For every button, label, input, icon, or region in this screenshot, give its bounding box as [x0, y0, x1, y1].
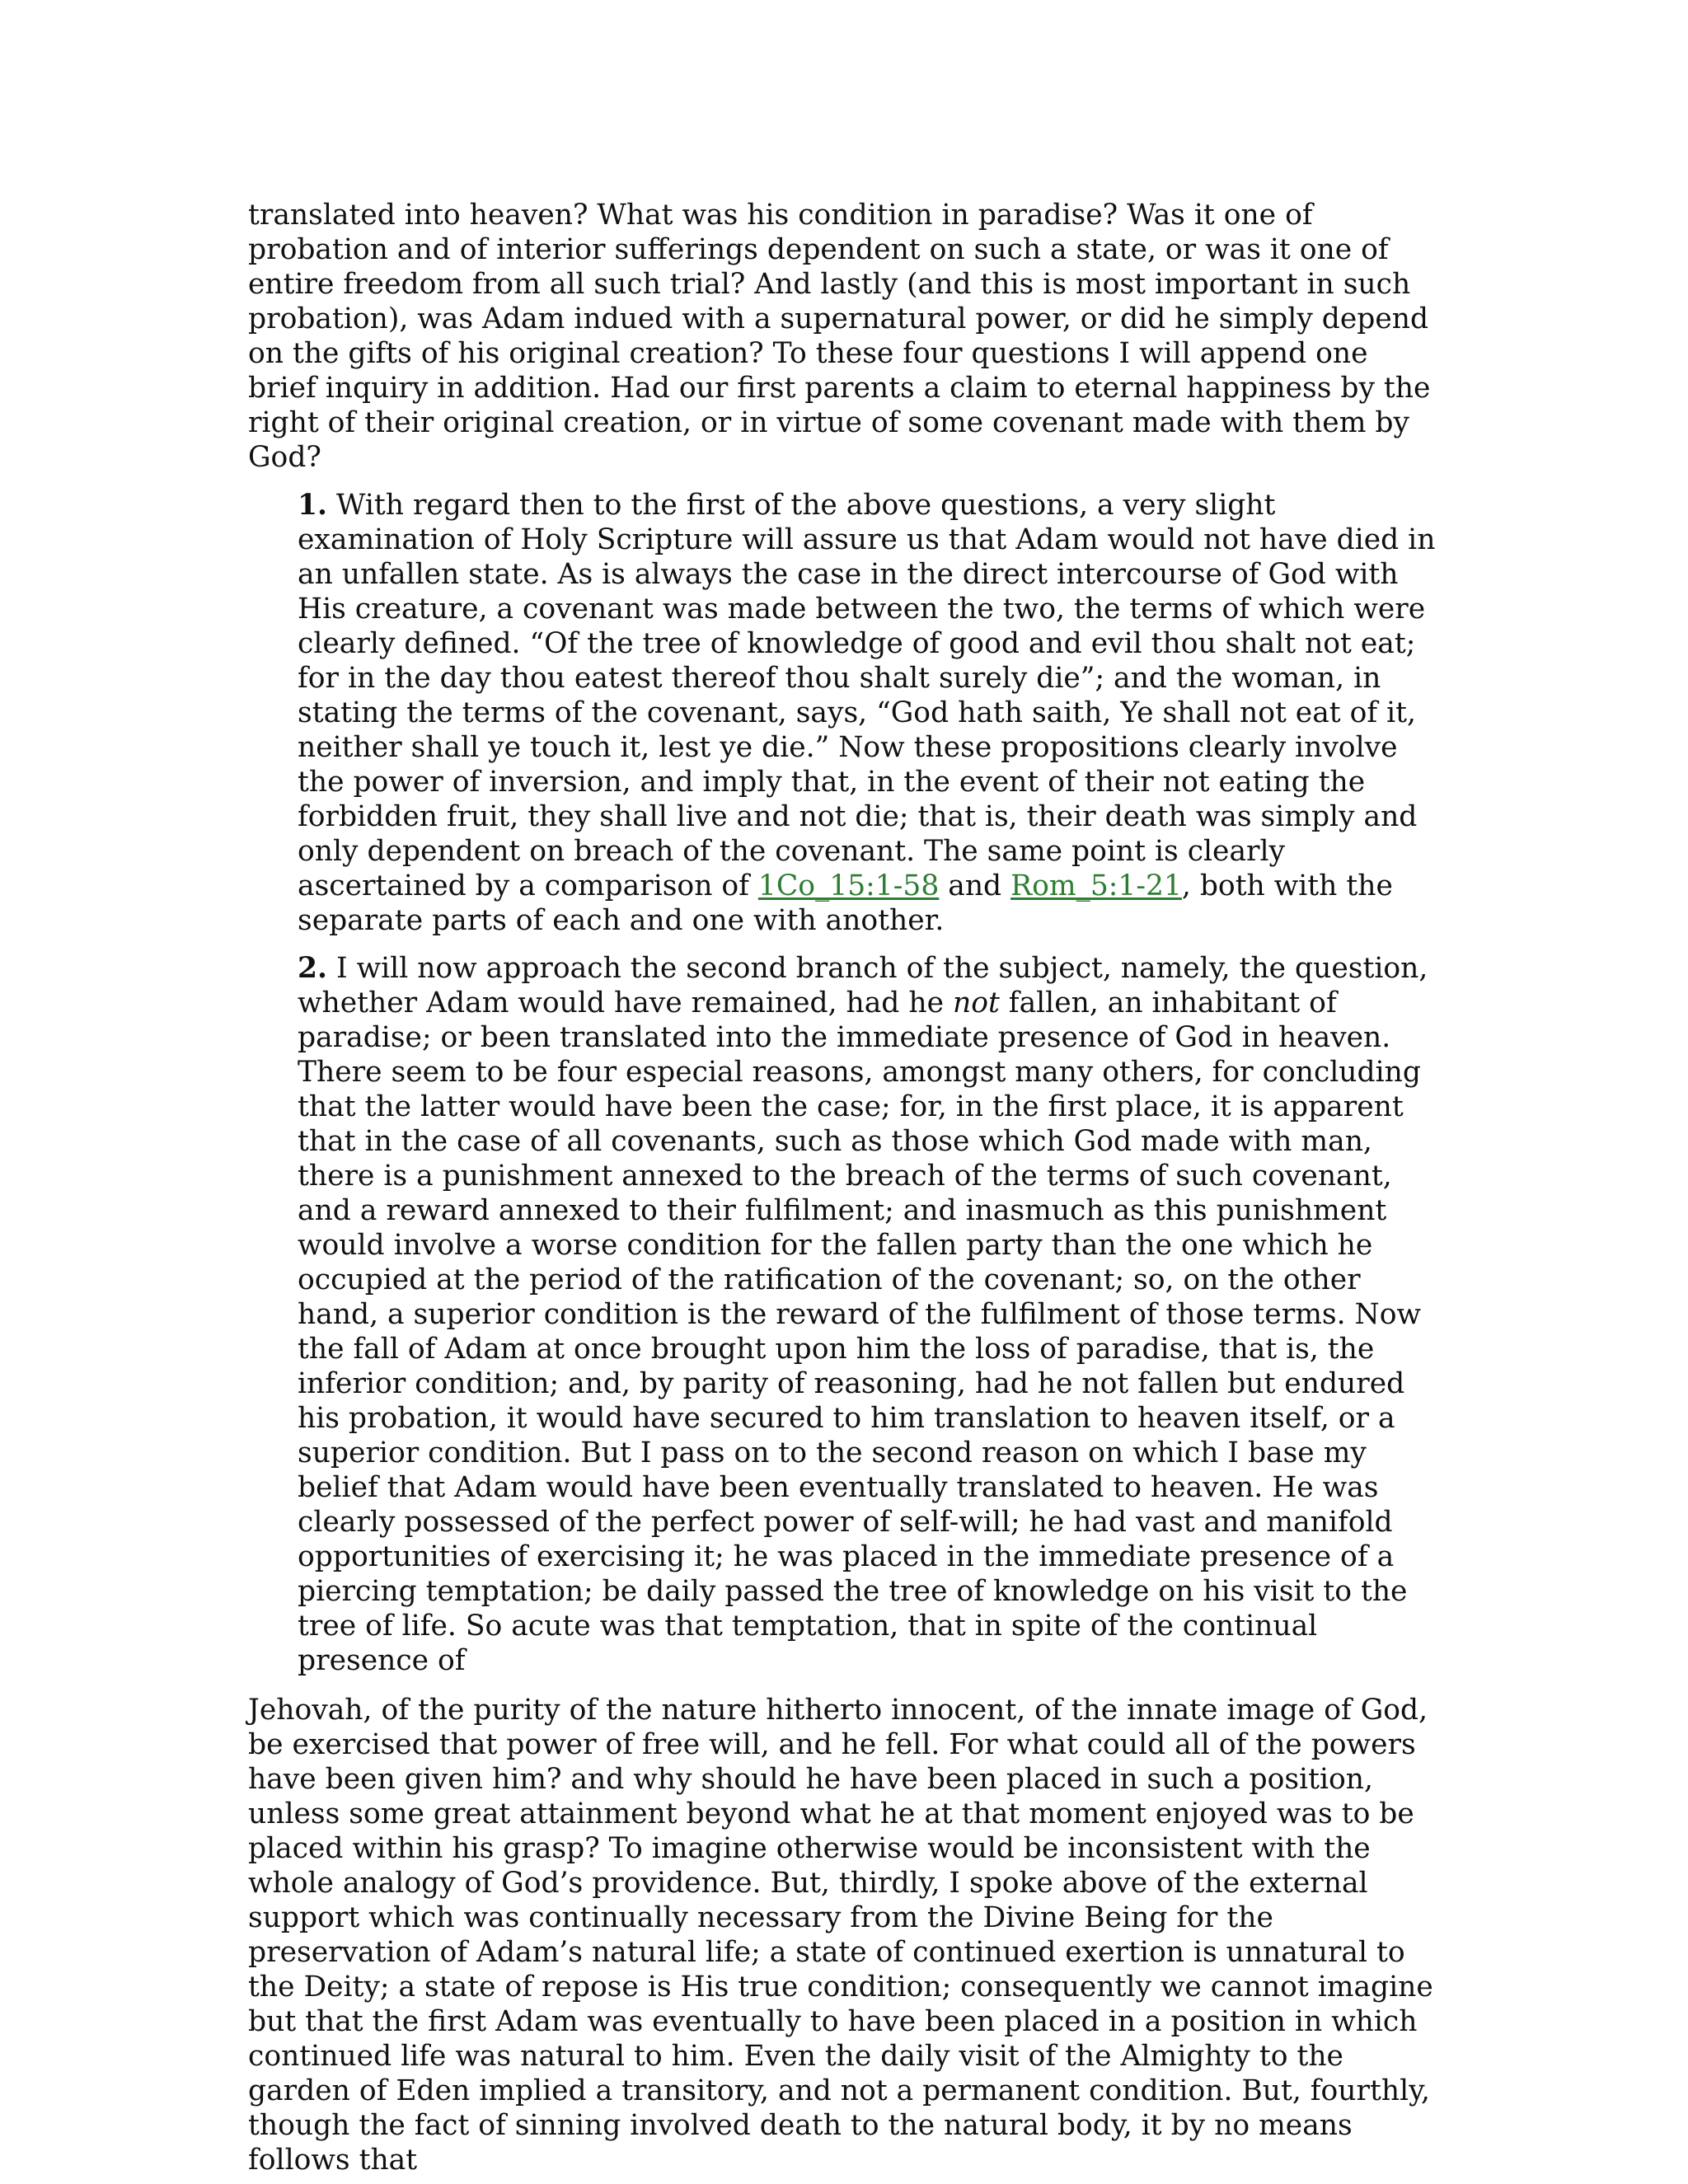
scripture-link-rom-5[interactable]: Rom_5:1-21 — [1010, 869, 1182, 902]
continuation-paragraph: Jehovah, of the purity of the nature hitherto innocent, of the innate image of God, be exercised that power of free will, and he fell. For what could all of the powers have been given him? and why should he have been placed in such a position, unless some great attainment beyond what he at that moment enjoyed was to be placed within his grasp? To imagine otherwise would be inconsistent with the whole analogy of God’s providence. But, thirdly, I spoke above of the external support which was continually necessary from the Divine Being for the preservation of Adam’s natural life; a state of continued exertion is unnatural to the Deity; a state of repose is His true condition; consequently we cannot imagine but that the first Adam was eventually to have been placed in a position in which continued life was natural to him. Even the daily visit of the Almighty to the garden of Eden implied a transitory, and not a permanent condition. But, fourthly, though the fact of sinning involved death to the natural body, it by no means follows that — [248, 1694, 1433, 2177]
scripture-link-1co-15[interactable]: 1Co_15:1-58 — [757, 869, 940, 902]
section-2-emphasis: not — [952, 987, 1000, 1019]
section-2-paragraph — [298, 951, 1445, 1678]
section-1-paragraph — [298, 488, 1445, 938]
section-2-text: I will now approach the second branch of the subject, namely, the question, whether Adam would have remained, had he — [298, 952, 1428, 1019]
section-1-number: 1. — [298, 489, 328, 522]
section-1-text-end: , both with the separate parts of each and one with another. — [298, 869, 1393, 937]
section-1-connector: and — [939, 869, 1011, 902]
document-page — [248, 198, 1445, 2177]
section-1-text: With regard then to the first of the above questions, a very slight examination of Holy Scripture will assure us that Adam would not have died in an unfallen state. As is always the case in the direct intercourse of God with His creature, a covenant was made between the two, the terms of which were clearly defined. “Of the tree of knowledge of good and evil thou shalt not eat; for in the day thou eatest thereof thou shalt surely die”; and the woman, in stating the terms of the covenant, says, “God hath saith, Ye shall not eat of it, neither shall ye touch it, lest ye die.” Now these propositions clearly involve the power of inversion, and imply that, in the event of their not eating the forbidden fruit, they shall live and not die; that is, their death was simply and only dependent on breach of the covenant. The same point is clearly ascertained by a comparison of — [298, 489, 1436, 902]
section-2-text-rest: fallen, an inhabitant of paradise; or been translated into the immediate presence of God in heaven. There seem to be four especial reasons, amongst many others, for concluding that the latter would have been the case; for, in the first place, it is apparent that in the case of all covenants, such as those which God made with man, there is a punishment annexed to the breach of the terms of such covenant, and a reward annexed to their fulfilment; and inasmuch as this punishment would involve a worse condition for the fallen party than the one which he occupied at the period of the ratification of the covenant; so, on the other hand, a superior condition is the reward of the fulfilment of those terms. Now the fall of Adam at once brought upon him the loss of paradise, that is, the inferior condition; and, by parity of reasoning, had he not fallen but endured his probation, it would have secured to him translation to heaven itself, or a superior condition. But I pass on to the second reason on which I base my belief that Adam would have been eventually translated to heaven. He was clearly possessed of the perfect power of self-will; he had vast and manifold opportunities of exercising it; he was placed in the immediate presence of a piercing temptation; be daily passed the tree of knowledge on his visit to the tree of life. So acute was that temptation, that in spite of the continual presence of — [298, 987, 1422, 1677]
section-2-number: 2. — [298, 952, 328, 985]
intro-paragraph: translated into heaven? What was his condition in paradise? Was it one of probation and of interior sufferings dependent on such a state, or was it one of entire freedom from all such trial? And lastly (and this is most important in such probation), was Adam indued with a supernatural power, or did he simply depend on the gifts of his original creation? To these four questions I will append one brief inquiry in addition. Had our first parents a claim to eternal happiness by the right of their original creation, or in virtue of some covenant made with them by God? — [248, 199, 1431, 474]
